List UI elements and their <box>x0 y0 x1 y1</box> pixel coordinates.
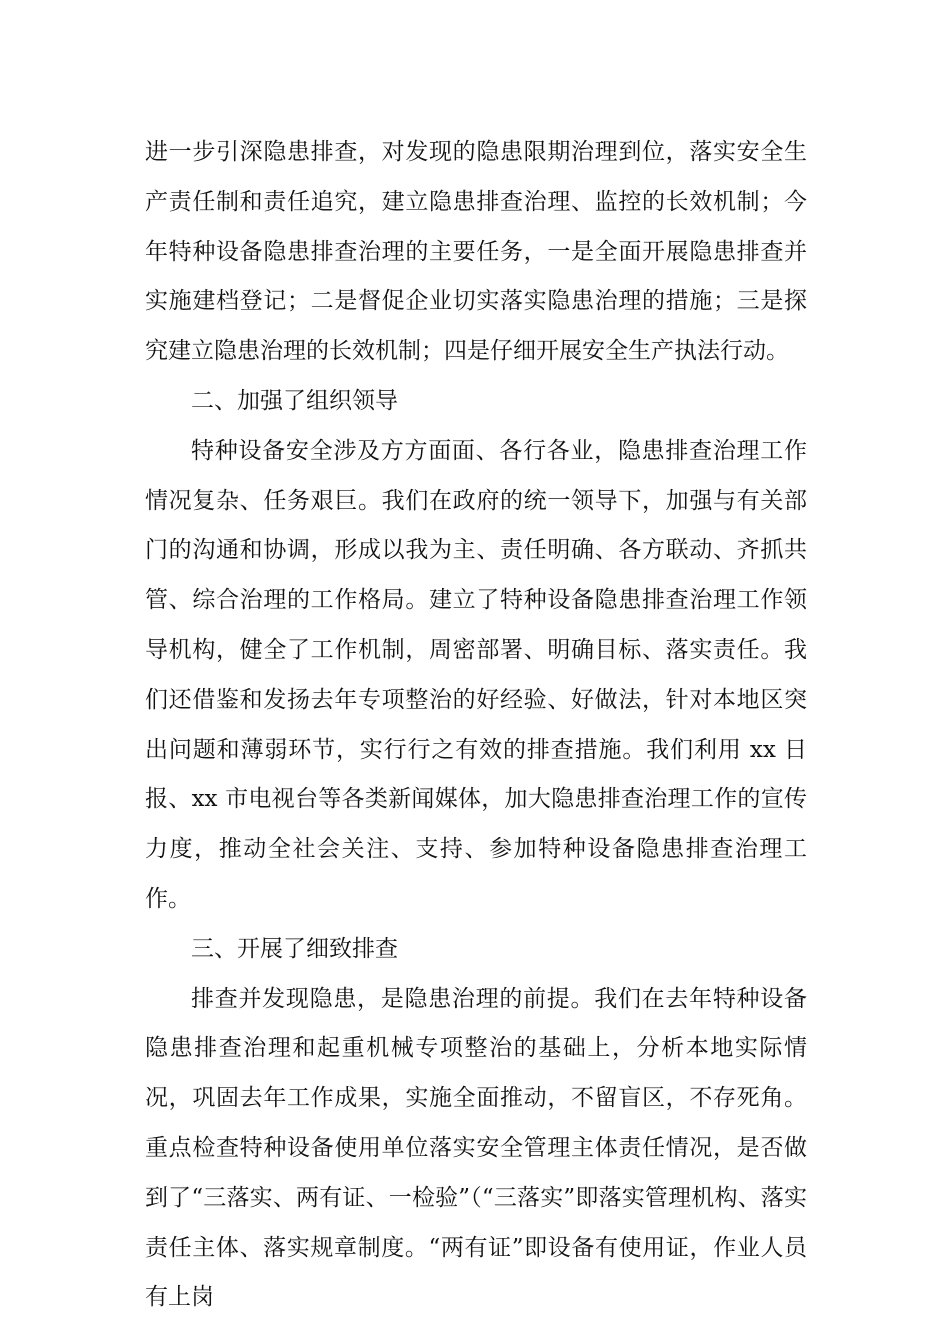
paragraph-organization: 特种设备安全涉及方方面面、各行各业，隐患排查治理工作情况复杂、任务艰巨。我们在政府的统一领导下，加强与有关部门的沟通和协调，形成以我为主、责任明确、各方联动、齐抓共管、综合治理的工作格局。建立了特种设备隐患排查治理工作领导机构，健全了工作机制，周密部署、明确目标、落实责任。我们还借鉴和发扬去年专项整治的好经验、好做法，针对本地区突出问题和薄弱环节，实行行之有效的排查措施。我们利用 xx 日报、xx 市电视台等各类新闻媒体，加大隐患排查治理工作的宣传力度，推动全社会关注、支持、参加特种设备隐患排查治理工作。 <box>145 437 807 912</box>
section-heading-2: 二、加强了组织领导 <box>191 387 398 414</box>
paragraph-intro-continued: 进一步引深隐患排查，对发现的隐患限期治理到位，落实安全生产责任制和责任追究，建立隐患排查治理、监控的长效机制；今年特种设备隐患排查治理的主要任务，一是全面开展隐患排查并实施建档登记；二是督促企业切实落实隐患治理的措施；三是探究建立隐患治理的长效机制；四是仔细开展安全生产执法行动。 <box>145 139 807 365</box>
paragraph-inspection: 排查并发现隐患，是隐患治理的前提。我们在去年特种设备隐患排查治理和起重机械专项整治的基础上，分析本地实际情况，巩固去年工作成果，实施全面推动，不留盲区，不存死角。重点检查特种设备使用单位落实安全管理主体责任情况，是否做到了“三落实、两有证、一检验”（“三落实”即落实管理机构、落实责任主体、落实规章制度。“两有证”即设备有使用证，作业人员有上岗 <box>145 985 807 1311</box>
document-body <box>145 128 807 1323</box>
section-heading-3: 三、开展了细致排查 <box>191 935 398 962</box>
